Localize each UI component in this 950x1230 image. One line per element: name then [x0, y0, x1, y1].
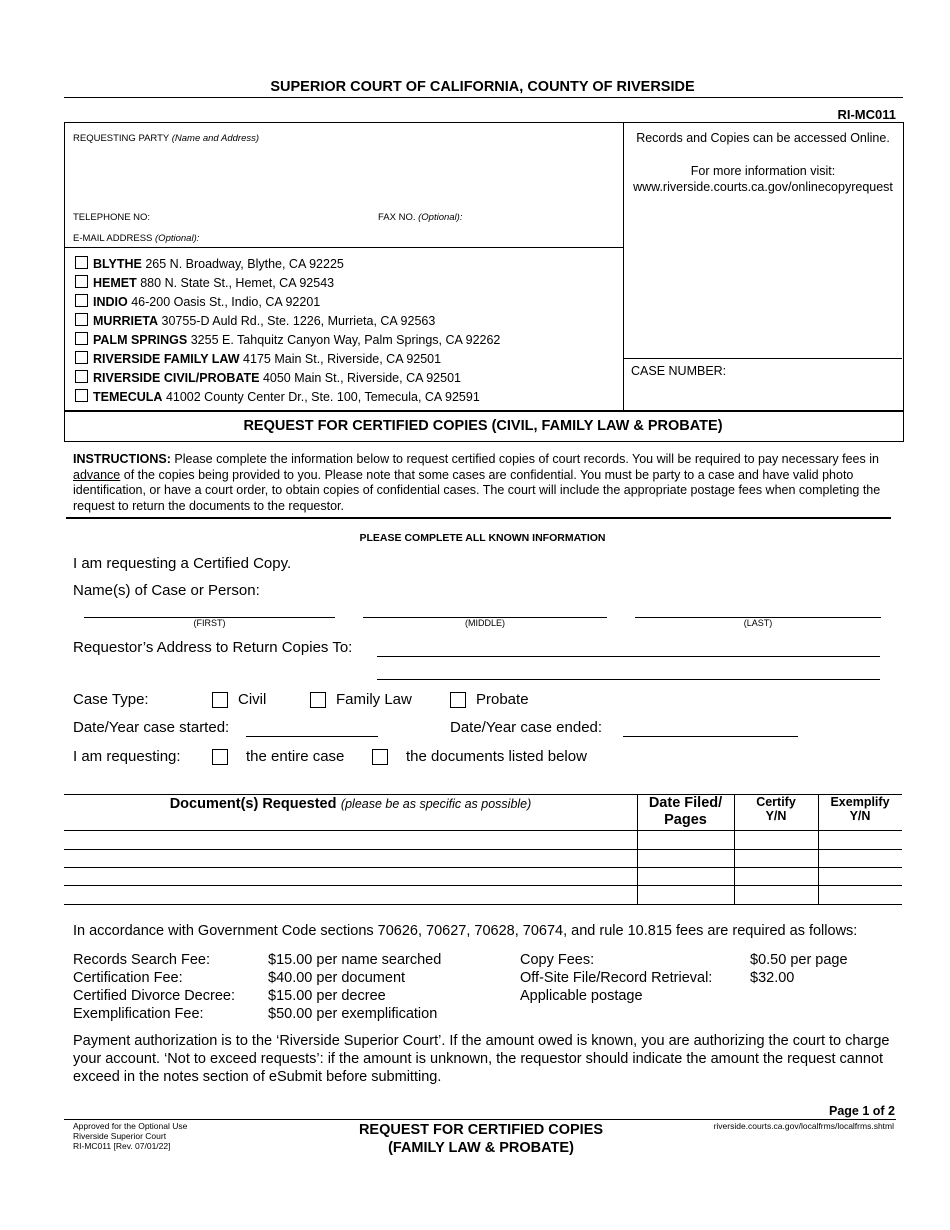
- complete-heading: PLEASE COMPLETE ALL KNOWN INFORMATION: [359, 532, 606, 544]
- instructions: INSTRUCTIONS: Please complete the information below to request certified copies of court records. You will be required to pay necessary fees in advance of the copies being provided to you. Please note that some cases are confidential. You must be party to a case and have valid photo identification, or have a court order, to obtain copies of confidential cases. The court will include the appropriate postage fees when completing the request to return the documents to the requestor.: [73, 452, 881, 513]
- telephone-label: TELEPHONE NO:: [73, 212, 151, 223]
- court-location-row[interactable]: [75, 275, 334, 290]
- fee-label: Certification Fee:: [73, 970, 183, 986]
- table-row-rule: [64, 849, 902, 850]
- court-checkbox[interactable]: [75, 313, 88, 326]
- court-location-row[interactable]: [75, 256, 344, 271]
- court-location-row[interactable]: [75, 294, 320, 309]
- fee-label: Off-Site File/Record Retrieval:: [520, 970, 713, 986]
- instructions-rule: [66, 517, 891, 519]
- fee-value: $50.00 per exemplification: [268, 1006, 438, 1022]
- certify-header: Certify Y/N: [756, 795, 796, 823]
- fee-label: Applicable postage: [520, 988, 643, 1004]
- date-started-label: Date/Year case started:: [73, 719, 230, 736]
- requesting-party-label: REQUESTING PARTY (Name and Address): [73, 133, 260, 144]
- party-box-bottom-rule: [64, 247, 623, 248]
- fee-value: $40.00 per document: [268, 970, 406, 986]
- email-label: E-MAIL ADDRESS (Optional):: [73, 233, 200, 244]
- fee-label: Copy Fees:: [520, 952, 595, 968]
- footer-title: REQUEST FOR CERTIFIED COPIES (FAMILY LAW & PROBATE): [358, 1122, 604, 1156]
- header-rule: [64, 97, 903, 98]
- documents-listed-label: the documents listed below: [406, 748, 587, 765]
- page-number: Page 1 of 2: [829, 1104, 895, 1118]
- fee-label: Exemplification Fee:: [73, 1006, 204, 1022]
- court-title: SUPERIOR COURT OF CALIFORNIA, COUNTY OF RIVERSIDE: [270, 79, 695, 95]
- fee-value: $15.00 per name searched: [268, 952, 442, 968]
- court-checkbox[interactable]: [75, 275, 88, 288]
- fax-label: FAX NO. (Optional):: [378, 212, 463, 223]
- fee-value: $0.50 per page: [750, 952, 848, 968]
- date-started-line[interactable]: [246, 736, 378, 737]
- court-name: HEMET: [93, 276, 137, 290]
- exemplify-header: Exemplify Y/N: [830, 795, 890, 823]
- form-title: REQUEST FOR CERTIFIED COPIES (CIVIL, FAMILY LAW & PROBATE): [243, 418, 723, 434]
- court-name: PALM SPRINGS: [93, 333, 188, 347]
- court-location-row[interactable]: [75, 332, 500, 347]
- probate-checkbox[interactable]: [450, 692, 466, 708]
- date-filed-header: Date Filed/ Pages: [648, 795, 723, 828]
- court-location-row[interactable]: [75, 370, 461, 385]
- middle-caption: (MIDDLE): [465, 618, 505, 628]
- footer-rule: [64, 1119, 896, 1120]
- form-code: RI-MC011: [837, 107, 896, 122]
- date-ended-line[interactable]: [623, 736, 798, 737]
- court-address: 30755-D Auld Rd., Ste. 1226, Murrieta, CA 92563: [161, 314, 436, 328]
- case-number-rule: [623, 358, 902, 359]
- court-name: BLYTHE: [93, 257, 142, 271]
- fees-intro: In accordance with Government Code sections 70626, 70627, 70628, 70674, and rule 10.815 fees are required as follows:: [73, 923, 858, 939]
- fee-value: $15.00 per decree: [268, 988, 386, 1004]
- fee-label: Records Search Fee:: [73, 952, 211, 968]
- court-name: INDIO: [93, 295, 128, 309]
- court-location-row[interactable]: [75, 351, 441, 366]
- documents-requested-header: Document(s) Requested (please be as specific as possible): [169, 796, 532, 812]
- footer-url: riverside.courts.ca.gov/localfrms/localfrms.shtml: [713, 1121, 894, 1131]
- instructions-label: INSTRUCTIONS:: [73, 452, 171, 466]
- online-line2: For more information visit:: [690, 163, 836, 178]
- case-number-label: CASE NUMBER:: [631, 364, 727, 378]
- entire-case-checkbox[interactable]: [212, 749, 228, 765]
- court-address: 880 N. State St., Hemet, CA 92543: [140, 276, 335, 290]
- entire-case-label: the entire case: [246, 748, 345, 765]
- payment-text: Payment authorization is to the ‘Riverside Superior Court’. If the amount owed is known, you are authorizing the court to charge your account. ‘Not to exceed requests’: if the amount is unknown, the requestor should indicate the amount the request cannot exceed in the notes section of eSubmit before submitting.: [73, 1033, 890, 1085]
- table-row-rule: [64, 885, 902, 886]
- court-checkbox[interactable]: [75, 332, 88, 345]
- court-name: RIVERSIDE FAMILY LAW: [93, 352, 240, 366]
- last-caption: (LAST): [743, 618, 773, 628]
- court-name: MURRIETA: [93, 314, 159, 328]
- court-address: 265 N. Broadway, Blythe, CA 92225: [145, 257, 344, 271]
- table-header-rule: [64, 830, 902, 831]
- court-location-row[interactable]: [75, 313, 435, 328]
- approved-note: Approved for the Optional Use Riverside Superior Court RI-MC011 [Rev. 07/01/22]: [73, 1121, 188, 1151]
- online-url: www.riverside.courts.ca.gov/onlinecopyrequest: [633, 180, 893, 194]
- address-label: Requestor’s Address to Return Copies To:: [73, 639, 353, 656]
- requesting-label: I am requesting:: [73, 748, 181, 765]
- case-type-label: Case Type:: [73, 691, 149, 708]
- address-line-1[interactable]: [377, 656, 880, 657]
- online-line1: Records and Copies can be accessed Online.: [636, 131, 890, 145]
- probate-label: Probate: [476, 691, 529, 708]
- first-caption: (FIRST): [193, 618, 226, 628]
- address-line-2[interactable]: [377, 679, 880, 680]
- court-address: 46-200 Oasis St., Indio, CA 92201: [131, 295, 321, 309]
- court-checkbox[interactable]: [75, 351, 88, 364]
- fee-label: Certified Divorce Decree:: [73, 988, 235, 1004]
- civil-label: Civil: [238, 691, 267, 708]
- court-name: RIVERSIDE CIVIL/PROBATE: [93, 371, 260, 385]
- court-checkbox[interactable]: [75, 389, 88, 402]
- family-law-label: Family Law: [336, 691, 412, 708]
- court-address: 41002 County Center Dr., Ste. 100, Temecula, CA 92591: [165, 390, 480, 404]
- court-address: 3255 E. Tahquitz Canyon Way, Palm Springs, CA 92262: [190, 333, 501, 347]
- court-checkbox[interactable]: [75, 370, 88, 383]
- court-address: 4175 Main St., Riverside, CA 92501: [243, 352, 442, 366]
- documents-listed-checkbox[interactable]: [372, 749, 388, 765]
- online-info: [624, 130, 902, 196]
- civil-checkbox[interactable]: [212, 692, 228, 708]
- table-row-rule: [64, 867, 902, 868]
- requesting-certified: I am requesting a Certified Copy.: [73, 555, 292, 572]
- family-law-checkbox[interactable]: [310, 692, 326, 708]
- names-label: Name(s) of Case or Person:: [73, 582, 260, 599]
- fee-value: $32.00: [750, 970, 795, 986]
- court-address: 4050 Main St., Riverside, CA 92501: [262, 371, 461, 385]
- court-checkbox[interactable]: [75, 256, 88, 269]
- date-ended-label: Date/Year case ended:: [450, 719, 603, 736]
- court-location-row[interactable]: [75, 389, 480, 404]
- court-name: TEMECULA: [93, 390, 163, 404]
- court-checkbox[interactable]: [75, 294, 88, 307]
- table-bottom-rule: [64, 904, 902, 905]
